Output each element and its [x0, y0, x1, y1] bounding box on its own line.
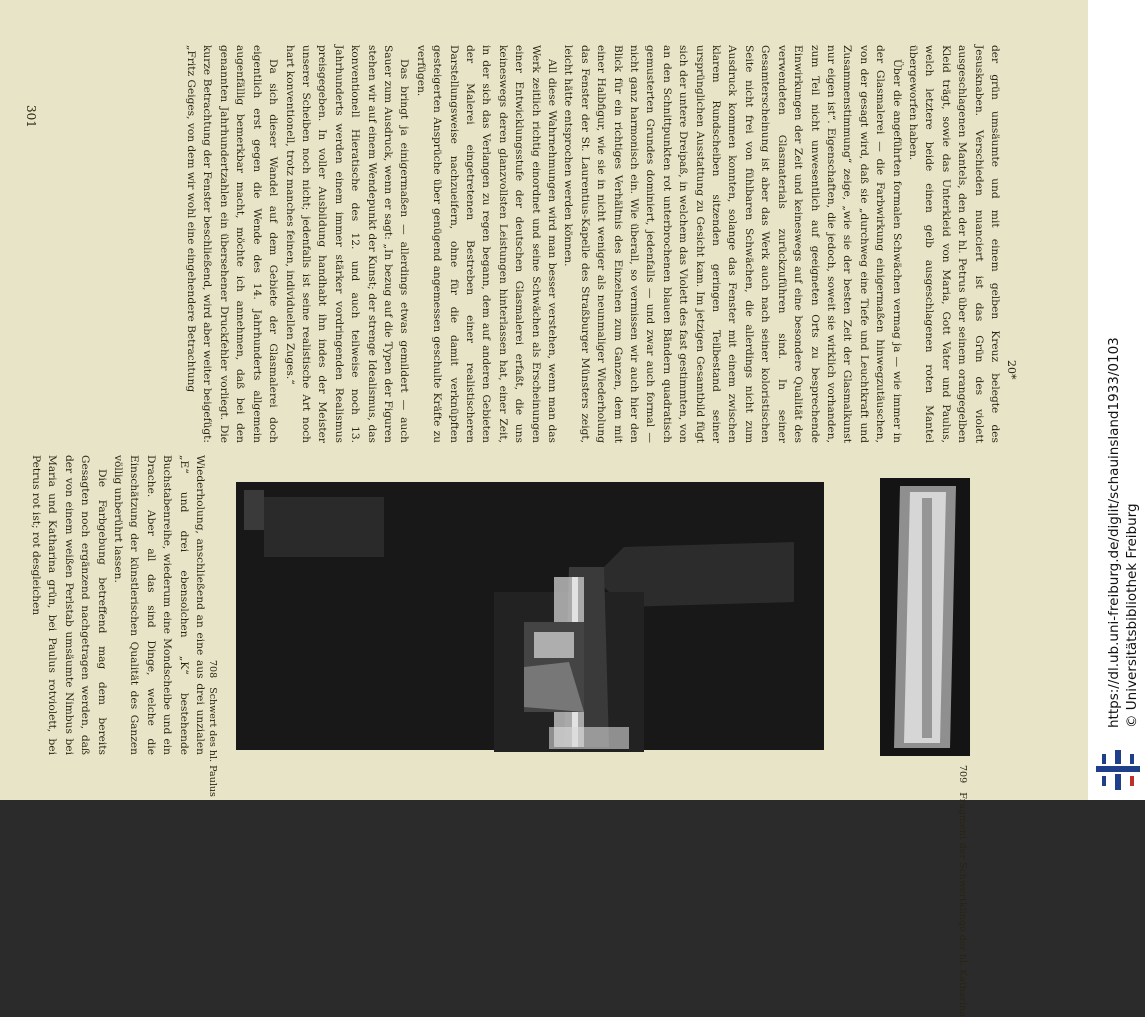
copyright-notice: © Universitätsbibliothek Freiburg: [1124, 503, 1140, 728]
right-paragraph-4: Das bringt ja einigermaßen — allerdings etwas gemildert — auch Sauer zum Ausdruck, wenn er sagt: „In bezug auf die Typen der Figuren stehen wir auf einem Wendepunkt der Kunst; der strenge Idealismus, das konventionell Hieratische des 12. und auch teilweise noch 13. Jahrhunderts werden einem immer stärker vordringenden Realismus preisgegeben. In voller Ausbildung handhabt ihn indes der Meister unserer Scheiben noch nicht; jedenfalls ist seine realistische Art noch hart konventionell, trotz manches feinen, individuellen Zuges.“: [283, 45, 411, 443]
figure-708-number: 708: [207, 660, 218, 679]
left-paragraph-1: Wiederholung, anschließend an eine aus drei unzialen „E“ und drei ebensolchen „K“ bestehende Buchstabenreihe, wiederum eine Mondscheibe und ein Drache. Aber all das sind Dinge, welche die Einschätzung der künstlerischen Qualität des Ganzen völlig unberührt lassen.: [111, 455, 206, 755]
right-paragraph-5: Da sich dieser Wandel auf dem Gebiete der Glasmalerei doch eigentlich erst gegen die Wende des 14. Jahrhunderts allgemein augenfällig bemerkbar macht, möchte ich annehmen, daß bei den genannten Jahrhundertzahlen ein übersehener Druckfehler vorliegt. Die kurze Betrachtung der Fenster beschließend, wird aber weiter beigefügt: „Fritz Geiges, von dem wir wohl eine eingehendere Betrachtung: [185, 45, 280, 443]
figure-708-text: Schwert des hl. Paulus: [207, 687, 218, 797]
figure-709-caption: [957, 765, 968, 1017]
right-paragraph-3: All diese Wahrnehmungen wird man besser verstehen, wenn man das Werk zeitlich richtig einordnet und seine Schwächen als Erscheinungen einer Entwicklungsstufe der deutschen Glasmalerei erfaßt, die uns keineswegs deren glanzvollsten Leistungen hinterlassen hat, einer Zeit, in der sich das Verlangen zu regen begann, dem auf anderen Gebieten der Malerei eingetretenen Bestreben einer realistischeren Darstellungsweise nachzueifern, ohne für die damit verknüpften gesteigerten Ansprüche über genügend angemessen geschulte Kräfte zu verfügen.: [414, 45, 559, 443]
margin-text: [1092, 8, 1140, 738]
text-column-right: [58, 45, 1003, 443]
figure-708-photo: [236, 482, 824, 750]
blade-fragment-image: [880, 478, 970, 756]
figure-708-caption: [207, 660, 218, 797]
figure-709-photo: [880, 478, 970, 756]
text-column-left: [29, 455, 208, 755]
right-paragraph-2: Über die angeführten formalen Schwächen vermag ja — wie immer in der Glasmalerei — die Farbwirkung einigermaßen hinwegzutäuschen, von der gesagt wird, daß sie „durchweg eine Tiefe und Leuchtkraft und Zusammenstimmung“ zeige, „wie sie der besten Zeit der Glasmalkunst nur eigen ist“. Eigenschaften, die jedoch, soweit sie wirklich vorhanden, zum Teil nicht unwesentlich auf geeigneten Orts zu besprechende Einwirkungen der Zeit und keineswegs auf eine besondere Qualität des verwendeten Glasmaterials zurückzuführen sind. In seiner Gesamterscheinung ist aber das Werk auch nach seiner koloristischen Seite nicht frei von fühlbaren Schwächen, die allerdings nicht zum Ausdruck kommen konnten, solange das Fenster mit einem zwischen klarem Rundscheiben sitzenden geringen Teilbestand seiner ursprünglichen Ausstattung zu Gesicht kam. Im jetzigen Gesamtbild fügt sich der untere Dreipaß, in welchem das Violett des fast gestimmten, von an den Schnittpunkten rot unterbrochenen blauen Bändern quadratisch gemusterten Grundes dominiert, jedenfalls — und zwar auch formal — nicht ganz harmonisch ein. Wie überall, so vermissen wir auch hier den Blick für ein richtiges Verhältnis des Einzelnen zum Ganzen, dem mit einer Halbfigur, wie sie in nicht weniger als neunmaliger Wiederholung das Fenster der St. Laurentius-Kapelle des Straßburger Münsters zeigt, leicht hätte entsprochen werden können.: [562, 45, 903, 443]
source-url[interactable]: https://dl.ub.uni-freiburg.de/diglit/schauinsland1933/0103: [1106, 337, 1122, 728]
figure-709-number: 709: [957, 765, 968, 784]
right-paragraph-1: der grün umsäumte und mit einem gelben Kreuz belegte des Jesusknaben. Verschieden nuanciert ist das Grün des violett ausgeschlagenen Mantels, den der hl. Petrus über seinem orangegelben Kleid trägt, sowie das Unterkleid von Maria, Gott Vater und Paulus, welch letztere beide einen gelb ausgeschlagenen roten Mantel übergeworfen haben.: [906, 45, 1001, 443]
page-number: 301: [24, 105, 38, 128]
left-paragraph-2: Die Farbgebung betreffend mag dem bereits Gesagten noch ergänzend nachgetragen werden, daß der von einem weißen Perlstab umsäumte Nimbus bei Maria und Katharina grün, bei Paulus rotviolett, bei Petrus rot ist; rot desgleichen: [29, 455, 108, 755]
figure-709-text: Fragment der Schwertklinge der hl. Katharina: [957, 792, 968, 1017]
sword-image: [236, 482, 824, 750]
signature-mark: 20*: [1005, 360, 1018, 380]
university-library-logo: [1096, 750, 1140, 790]
